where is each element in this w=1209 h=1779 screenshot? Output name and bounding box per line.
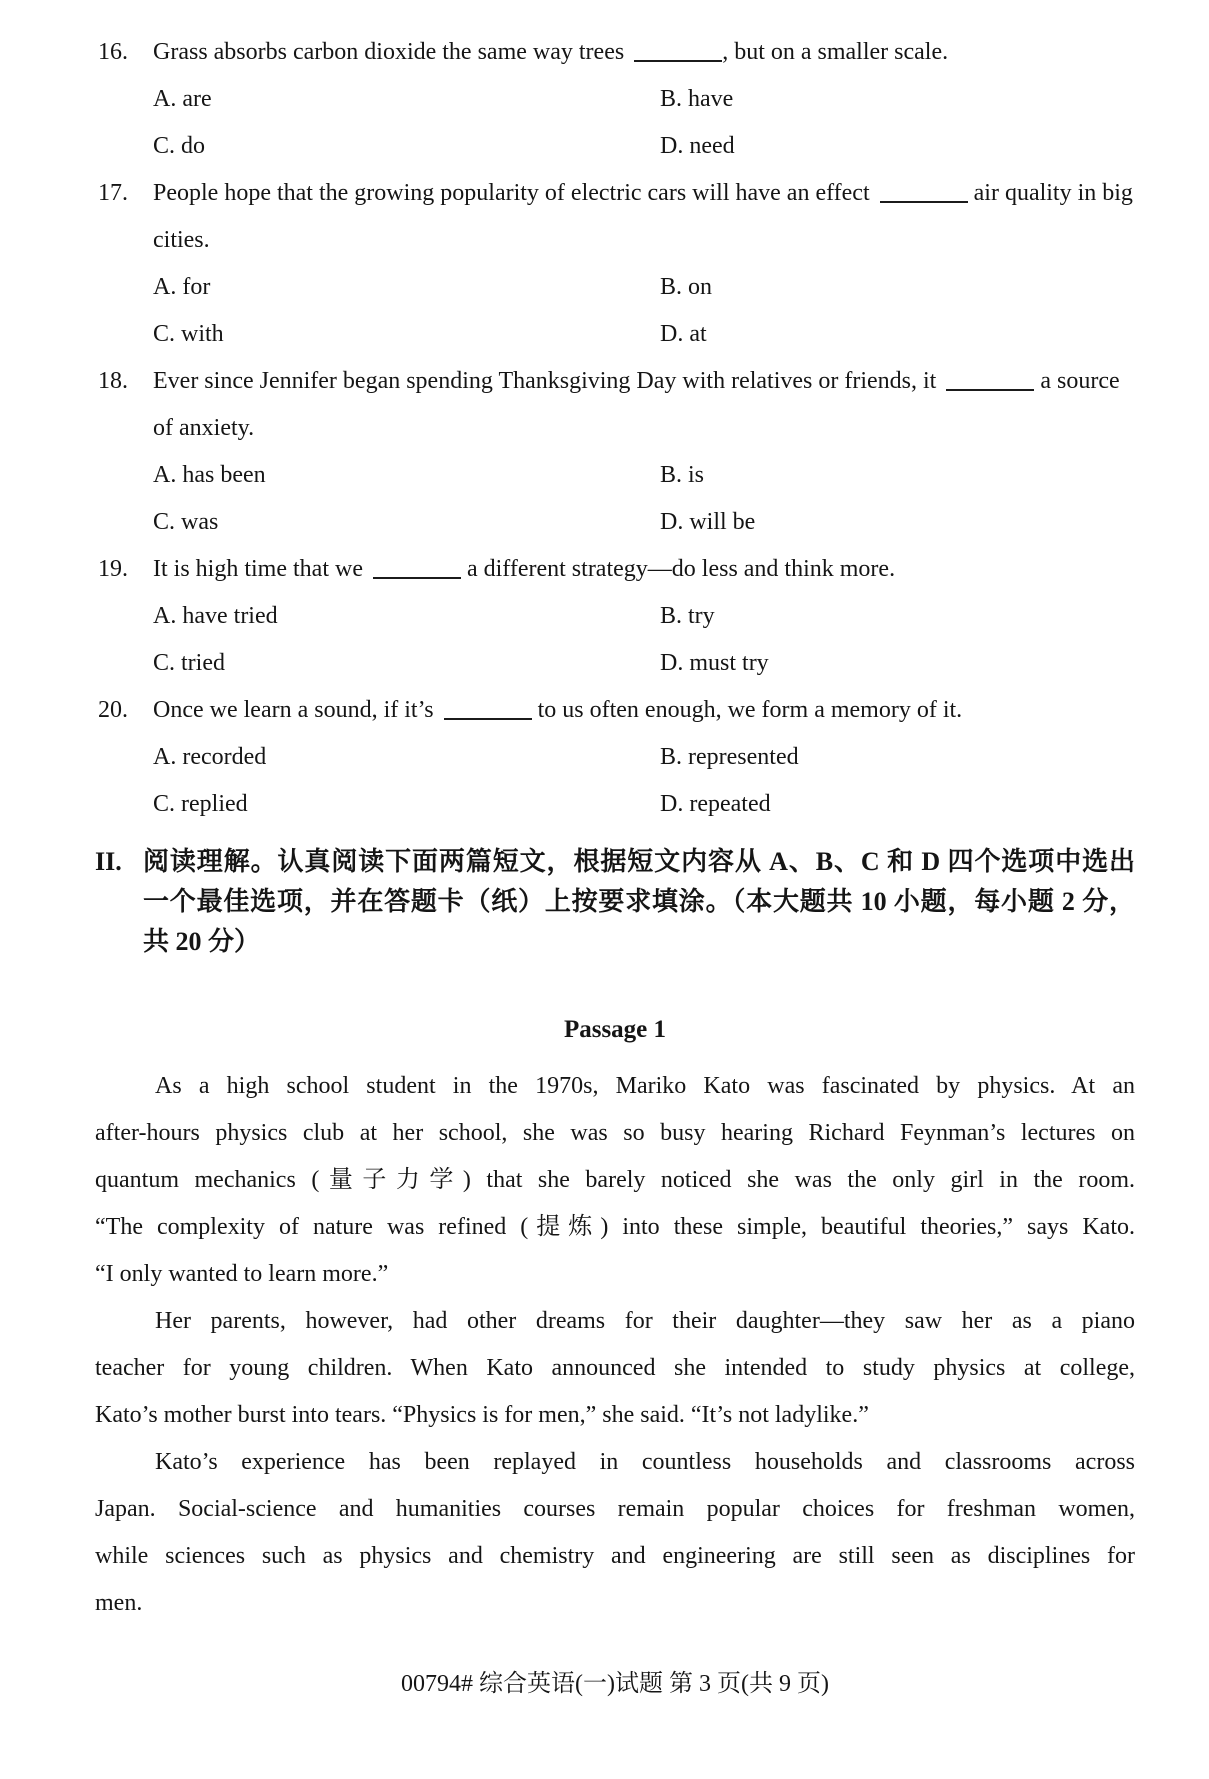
option-b — [660, 76, 733, 123]
options-row — [153, 781, 1135, 828]
instruction-line: 一个最佳选项，并在答题卡（纸）上按要求填涂。（本大题共 10 小题，每小题 2 分， — [143, 887, 1135, 916]
passage-line: Kato’s experience has been replayed in countless households and classrooms across — [155, 1449, 1135, 1475]
option-label: B. — [660, 86, 683, 112]
option-text: are — [182, 86, 212, 112]
question-number: 19. — [98, 556, 128, 582]
option-text: have — [688, 86, 734, 112]
option-d — [660, 781, 771, 828]
question-18 — [95, 358, 1135, 546]
option-label: D. — [660, 509, 684, 535]
question-text — [153, 358, 1135, 452]
option-c — [153, 499, 660, 546]
question-text — [153, 29, 1135, 76]
options-row — [153, 640, 1135, 687]
instruction-line: 共 20 分） — [143, 927, 261, 956]
option-d — [660, 123, 735, 170]
option-d — [660, 499, 755, 546]
passage-line: men. — [95, 1590, 143, 1616]
question-number: 18. — [98, 368, 128, 394]
option-text: try — [688, 603, 715, 629]
question-text — [153, 546, 1135, 593]
question-text-pre: Ever since Jennifer began spending Thanksgiving Day with relatives or friends, it — [153, 368, 937, 394]
options-row — [153, 734, 1135, 781]
option-label: D. — [660, 321, 684, 347]
question-20 — [95, 687, 1135, 828]
options-row — [153, 123, 1135, 170]
option-text: recorded — [182, 744, 267, 770]
option-label: B. — [660, 603, 683, 629]
passage-title: Passage 1 — [563, 1016, 667, 1043]
option-label: B. — [660, 462, 683, 488]
passage-line: after-hours physics club at her school, she was so busy hearing Richard Feynman’s lectures on — [95, 1120, 1135, 1146]
passage-line: Japan. Social-science and humanities courses remain popular choices for freshman women, — [95, 1496, 1135, 1522]
option-b — [660, 264, 712, 311]
option-a — [153, 264, 660, 311]
option-text: at — [689, 321, 707, 347]
option-text: has been — [182, 462, 266, 488]
option-text: have tried — [182, 603, 278, 629]
option-label: A. — [153, 274, 177, 300]
answer-blank — [880, 181, 968, 203]
passage-line: teacher for young children. When Kato announced she intended to study physics at college, — [95, 1355, 1135, 1381]
option-label: C. — [153, 321, 176, 347]
option-a — [153, 593, 660, 640]
option-d — [660, 311, 707, 358]
option-b — [660, 734, 799, 781]
question-text-post: a source of anxiety. — [153, 368, 1120, 441]
option-c — [153, 123, 660, 170]
passage-body — [95, 1063, 1135, 1627]
option-label: C. — [153, 650, 176, 676]
option-label: C. — [153, 791, 176, 817]
options-row — [153, 264, 1135, 311]
option-text: was — [181, 509, 219, 535]
option-label: C. — [153, 133, 176, 159]
question-text — [153, 687, 1135, 734]
option-label: A. — [153, 744, 177, 770]
option-text: is — [688, 462, 705, 488]
question-19 — [95, 546, 1135, 687]
option-b — [660, 452, 704, 499]
passage-line: “I only wanted to learn more.” — [95, 1261, 389, 1287]
passage-line: “The complexity of nature was refined (提炼) into these simple, beautiful theories,” says Kato. — [95, 1214, 1135, 1240]
answer-blank — [946, 369, 1034, 391]
option-label: B. — [660, 744, 683, 770]
option-label: C. — [153, 509, 176, 535]
options-row — [153, 593, 1135, 640]
question-number: 17. — [98, 180, 128, 206]
option-text: repeated — [689, 791, 771, 817]
question-17 — [95, 170, 1135, 358]
options-row — [153, 452, 1135, 499]
option-label: D. — [660, 133, 684, 159]
answer-blank — [373, 557, 461, 579]
question-text-pre: People hope that the growing popularity of electric cars will have an effect — [153, 180, 870, 206]
question-16 — [95, 29, 1135, 170]
option-a — [153, 734, 660, 781]
question-text-post: , but on a smaller scale. — [722, 39, 949, 65]
question-text-pre: Grass absorbs carbon dioxide the same way trees — [153, 39, 625, 65]
option-text: for — [182, 274, 211, 300]
question-text-pre: Once we learn a sound, if it’s — [153, 697, 434, 723]
section-2-instructions — [95, 842, 1135, 962]
option-text: replied — [181, 791, 248, 817]
option-c — [153, 640, 660, 687]
answer-blank — [444, 698, 532, 720]
options-row — [153, 76, 1135, 123]
passage-line: Kato’s mother burst into tears. “Physics is for men,” she said. “It’s not ladylike.” — [95, 1402, 869, 1428]
option-label: D. — [660, 650, 684, 676]
options-row — [153, 499, 1135, 546]
option-label: A. — [153, 462, 177, 488]
option-text: will be — [689, 509, 756, 535]
page-footer: 00794# 综合英语(一)试题 第 3 页(共 9 页) — [401, 1671, 829, 1697]
question-text — [153, 170, 1135, 264]
passage-line: while sciences such as physics and chemistry and engineering are still seen as disciplines for — [95, 1543, 1135, 1569]
option-b — [660, 593, 715, 640]
option-text: with — [181, 321, 224, 347]
option-text: represented — [688, 744, 799, 770]
section-number: II. — [95, 847, 122, 876]
option-label: D. — [660, 791, 684, 817]
option-text: need — [689, 133, 735, 159]
option-label: A. — [153, 603, 177, 629]
question-text-post: to us often enough, we form a memory of it. — [531, 697, 963, 723]
option-label: B. — [660, 274, 683, 300]
passage-line: As a high school student in the 1970s, Mariko Kato was fascinated by physics. At an — [155, 1073, 1135, 1099]
instruction-line: 阅读理解。认真阅读下面两篇短文，根据短文内容从 A、B、C 和 D 四个选项中选出 — [143, 847, 1136, 876]
option-c — [153, 781, 660, 828]
passage-line: Her parents, however, had other dreams for their daughter—they saw her as a piano — [155, 1308, 1135, 1334]
option-d — [660, 640, 769, 687]
option-text: do — [181, 133, 206, 159]
answer-blank — [634, 40, 722, 62]
option-text: must try — [689, 650, 769, 676]
options-row — [153, 311, 1135, 358]
option-label: A. — [153, 86, 177, 112]
option-c — [153, 311, 660, 358]
question-text-pre: It is high time that we — [153, 556, 363, 582]
question-number: 20. — [98, 697, 128, 723]
question-text-post: a different strategy—do less and think more. — [460, 556, 896, 582]
option-a — [153, 76, 660, 123]
question-number: 16. — [98, 39, 128, 65]
option-a — [153, 452, 660, 499]
option-text: on — [688, 274, 713, 300]
option-text: tried — [181, 650, 225, 676]
passage-line: quantum mechanics (量子力学) that she barely noticed she was the only girl in the room. — [95, 1167, 1135, 1193]
question-text-post: air quality in big cities. — [153, 180, 1133, 253]
